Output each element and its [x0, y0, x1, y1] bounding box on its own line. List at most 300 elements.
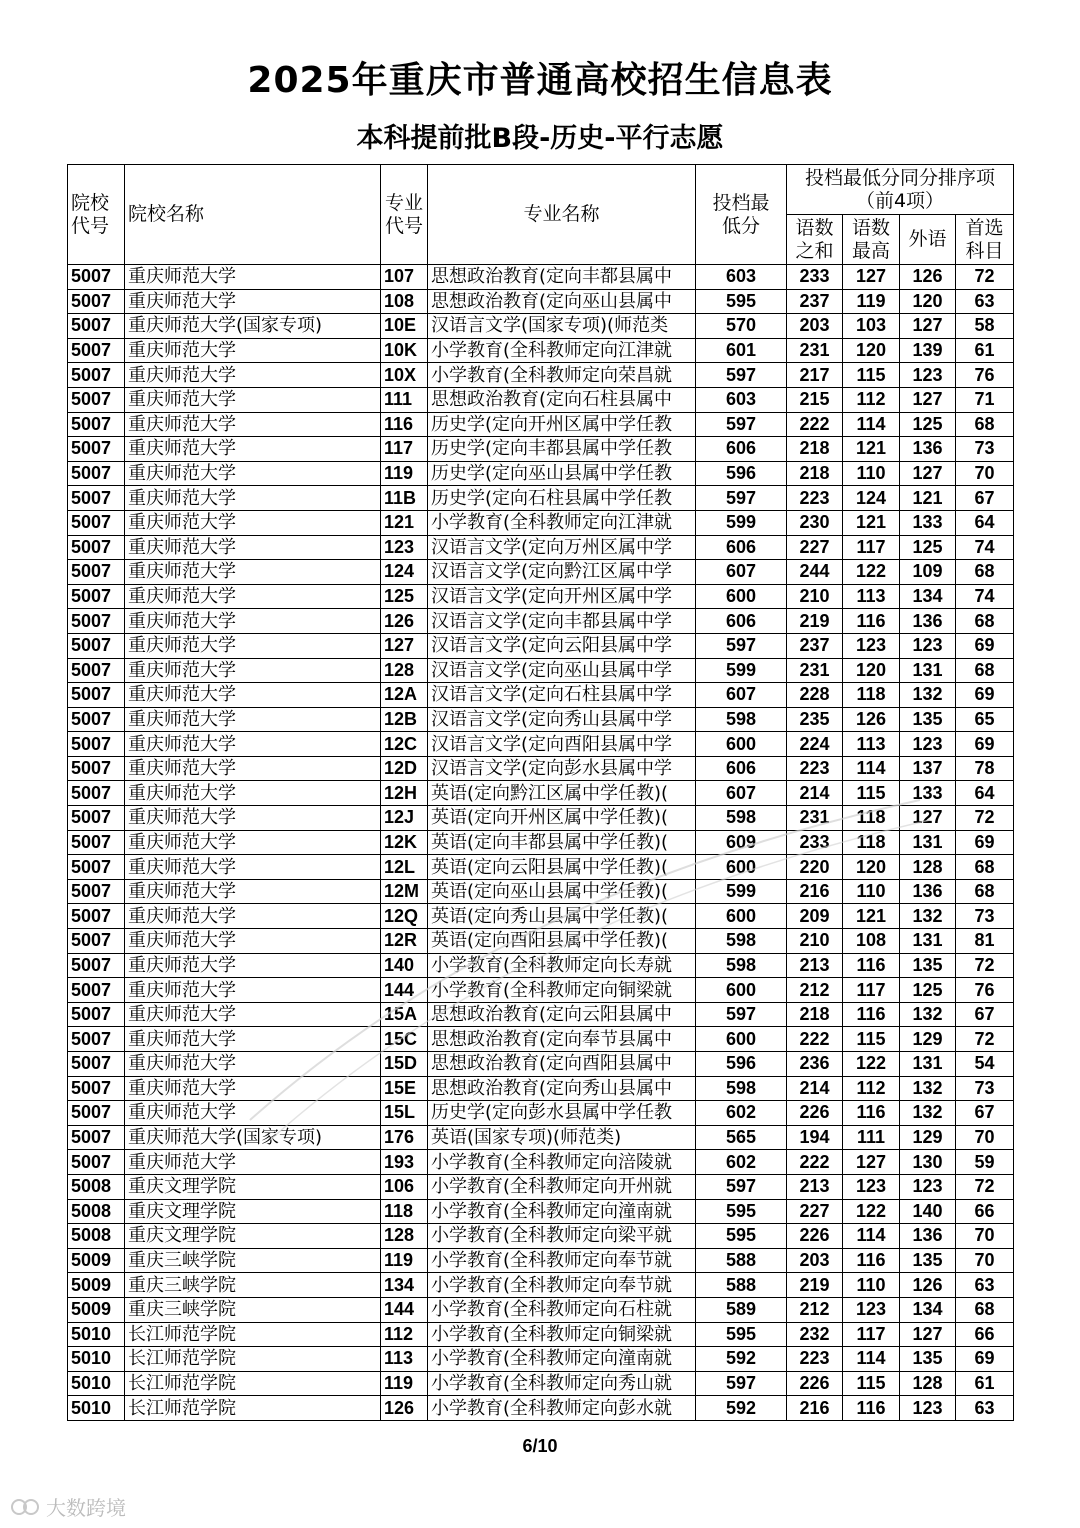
page-number: 6/10 — [522, 1436, 558, 1456]
major-name-cell: 思想政治教育(定向酉阳县属中 — [428, 1052, 696, 1077]
school-name-cell: 重庆师范大学(国家专项) — [125, 314, 381, 339]
min-score-cell: 607 — [696, 560, 787, 585]
table-row — [68, 314, 1014, 339]
table-row — [68, 1052, 1014, 1077]
school-code-cell: 5009 — [68, 1297, 125, 1322]
yushu-sum-cell: 218 — [787, 1002, 843, 1027]
table-row — [68, 978, 1014, 1003]
school-code-cell: 5010 — [68, 1322, 125, 1347]
foreign-cell: 127 — [900, 461, 956, 486]
min-score-cell: 596 — [696, 461, 787, 486]
school-code-cell: 5007 — [68, 781, 125, 806]
foreign-cell: 131 — [900, 1052, 956, 1077]
foreign-cell: 133 — [900, 781, 956, 806]
school-name-cell: 重庆师范大学 — [125, 387, 381, 412]
foreign-cell: 125 — [900, 535, 956, 560]
major-name-cell: 小学教育(全科教师定向奉节就 — [428, 1248, 696, 1273]
min-score-cell: 588 — [696, 1248, 787, 1273]
table-row — [68, 1248, 1014, 1273]
header-yushu-max: 语数最高 — [843, 215, 900, 265]
table-row — [68, 510, 1014, 535]
school-name-cell: 重庆师范大学 — [125, 904, 381, 929]
yushu-sum-cell: 223 — [787, 486, 843, 511]
major-name-cell: 汉语言文学(国家专项)(师范类 — [428, 314, 696, 339]
major-name-cell: 历史学(定向彭水县属中学任教 — [428, 1101, 696, 1126]
yushu-max-cell: 119 — [843, 289, 900, 314]
table-row — [68, 1002, 1014, 1027]
school-name-cell: 重庆师范大学 — [125, 363, 381, 388]
foreign-cell: 140 — [900, 1199, 956, 1224]
min-score-cell: 597 — [696, 412, 787, 437]
major-name-cell: 历史学(定向巫山县属中学任教 — [428, 461, 696, 486]
yushu-sum-cell: 233 — [787, 265, 843, 290]
yushu-sum-cell: 236 — [787, 1052, 843, 1077]
header-foreign-language: 外语 — [900, 215, 956, 265]
major-code-cell: 126 — [381, 1396, 428, 1421]
major-code-cell: 144 — [381, 978, 428, 1003]
major-code-cell: 176 — [381, 1125, 428, 1150]
school-name-cell: 重庆三峡学院 — [125, 1297, 381, 1322]
major-name-cell: 汉语言文学(定向彭水县属中学 — [428, 756, 696, 781]
foreign-cell: 123 — [900, 633, 956, 658]
foreign-cell: 128 — [900, 1371, 956, 1396]
yushu-max-cell: 114 — [843, 1347, 900, 1372]
school-code-cell: 5007 — [68, 1052, 125, 1077]
yushu-max-cell: 126 — [843, 707, 900, 732]
foreign-cell: 131 — [900, 929, 956, 954]
major-code-cell: 119 — [381, 461, 428, 486]
first-subject-cell: 67 — [956, 486, 1014, 511]
school-code-cell: 5007 — [68, 978, 125, 1003]
major-code-cell: 128 — [381, 1224, 428, 1249]
min-score-cell: 602 — [696, 1150, 787, 1175]
table-row — [68, 1199, 1014, 1224]
foreign-cell: 136 — [900, 1224, 956, 1249]
first-subject-cell: 69 — [956, 830, 1014, 855]
yushu-sum-cell: 219 — [787, 609, 843, 634]
yushu-sum-cell: 237 — [787, 633, 843, 658]
foreign-cell: 130 — [900, 1150, 956, 1175]
first-subject-cell: 72 — [956, 1027, 1014, 1052]
school-code-cell: 5007 — [68, 929, 125, 954]
yushu-sum-cell: 212 — [787, 978, 843, 1003]
table-row — [68, 707, 1014, 732]
min-score-cell: 570 — [696, 314, 787, 339]
yushu-max-cell: 116 — [843, 1248, 900, 1273]
yushu-max-cell: 127 — [843, 1150, 900, 1175]
school-name-cell: 重庆师范大学 — [125, 855, 381, 880]
min-score-cell: 607 — [696, 781, 787, 806]
min-score-cell: 598 — [696, 1076, 787, 1101]
table-row — [68, 387, 1014, 412]
school-name-cell: 重庆师范大学 — [125, 879, 381, 904]
yushu-sum-cell: 209 — [787, 904, 843, 929]
foreign-cell: 133 — [900, 510, 956, 535]
yushu-max-cell: 127 — [843, 265, 900, 290]
major-name-cell: 小学教育(全科教师定向江津就 — [428, 510, 696, 535]
first-subject-cell: 68 — [956, 855, 1014, 880]
min-score-cell: 600 — [696, 978, 787, 1003]
major-code-cell: 11B — [381, 486, 428, 511]
min-score-cell: 597 — [696, 363, 787, 388]
first-subject-cell: 67 — [956, 1002, 1014, 1027]
major-name-cell: 思想政治教育(定向石柱县属中 — [428, 387, 696, 412]
yushu-max-cell: 111 — [843, 1125, 900, 1150]
school-code-cell: 5007 — [68, 387, 125, 412]
table-row — [68, 584, 1014, 609]
yushu-max-cell: 114 — [843, 1224, 900, 1249]
school-name-cell: 重庆文理学院 — [125, 1224, 381, 1249]
foreign-cell: 120 — [900, 289, 956, 314]
major-code-cell: 12J — [381, 806, 428, 831]
page-subtitle: 本科提前批B段-历史-平行志愿 — [356, 123, 724, 154]
header-min-score: 投档最低分 — [696, 165, 787, 265]
foreign-cell: 121 — [900, 486, 956, 511]
table-row — [68, 683, 1014, 708]
header-first-subject: 首选科目 — [956, 215, 1014, 265]
school-name-cell: 重庆师范大学 — [125, 412, 381, 437]
yushu-max-cell: 112 — [843, 387, 900, 412]
first-subject-cell: 66 — [956, 1199, 1014, 1224]
first-subject-cell: 59 — [956, 1150, 1014, 1175]
major-code-cell: 125 — [381, 584, 428, 609]
major-code-cell: 113 — [381, 1347, 428, 1372]
foreign-cell: 123 — [900, 1174, 956, 1199]
major-name-cell: 英语(定向酉阳县属中学任教)( — [428, 929, 696, 954]
school-name-cell: 重庆师范大学 — [125, 609, 381, 634]
major-name-cell: 英语(定向丰都县属中学任教)( — [428, 830, 696, 855]
yushu-max-cell: 116 — [843, 609, 900, 634]
yushu-max-cell: 121 — [843, 437, 900, 462]
watermark-label: 大数跨境 — [46, 1496, 126, 1520]
school-code-cell: 5007 — [68, 314, 125, 339]
yushu-max-cell: 113 — [843, 584, 900, 609]
table-row — [68, 658, 1014, 683]
foreign-cell: 123 — [900, 363, 956, 388]
first-subject-cell: 63 — [956, 1396, 1014, 1421]
school-code-cell: 5007 — [68, 1125, 125, 1150]
school-name-cell: 重庆师范大学 — [125, 707, 381, 732]
major-code-cell: 106 — [381, 1174, 428, 1199]
school-code-cell: 5007 — [68, 1027, 125, 1052]
foreign-cell: 139 — [900, 338, 956, 363]
header-major-code: 专业代号 — [381, 165, 428, 265]
school-name-cell: 重庆师范大学 — [125, 338, 381, 363]
table-row — [68, 1125, 1014, 1150]
min-score-cell: 607 — [696, 683, 787, 708]
yushu-max-cell: 121 — [843, 904, 900, 929]
school-name-cell: 重庆师范大学(国家专项) — [125, 1125, 381, 1150]
foreign-cell: 127 — [900, 387, 956, 412]
first-subject-cell: 66 — [956, 1322, 1014, 1347]
yushu-max-cell: 110 — [843, 1273, 900, 1298]
school-code-cell: 5007 — [68, 1101, 125, 1126]
school-name-cell: 重庆师范大学 — [125, 289, 381, 314]
school-name-cell: 重庆文理学院 — [125, 1174, 381, 1199]
school-name-cell: 重庆师范大学 — [125, 1052, 381, 1077]
major-name-cell: 小学教育(全科教师定向涪陵就 — [428, 1150, 696, 1175]
foreign-cell: 136 — [900, 609, 956, 634]
table-row — [68, 1076, 1014, 1101]
yushu-max-cell: 115 — [843, 1371, 900, 1396]
major-name-cell: 小学教育(全科教师定向铜梁就 — [428, 1322, 696, 1347]
school-code-cell: 5007 — [68, 535, 125, 560]
school-code-cell: 5007 — [68, 1002, 125, 1027]
page-title: 2025年重庆市普通高校招生信息表 — [247, 60, 833, 101]
school-name-cell: 重庆师范大学 — [125, 437, 381, 462]
school-name-cell: 重庆三峡学院 — [125, 1273, 381, 1298]
major-name-cell: 汉语言文学(定向云阳县属中学 — [428, 633, 696, 658]
yushu-sum-cell: 218 — [787, 437, 843, 462]
first-subject-cell: 81 — [956, 929, 1014, 954]
major-code-cell: 12Q — [381, 904, 428, 929]
major-name-cell: 小学教育(全科教师定向石柱就 — [428, 1297, 696, 1322]
major-code-cell: 10X — [381, 363, 428, 388]
min-score-cell: 606 — [696, 437, 787, 462]
major-name-cell: 思想政治教育(定向云阳县属中 — [428, 1002, 696, 1027]
major-code-cell: 119 — [381, 1371, 428, 1396]
table-row — [68, 1371, 1014, 1396]
yushu-sum-cell: 212 — [787, 1297, 843, 1322]
table-row — [68, 806, 1014, 831]
school-code-cell: 5007 — [68, 904, 125, 929]
first-subject-cell: 68 — [956, 609, 1014, 634]
table-header — [68, 165, 1014, 265]
watermark — [10, 1492, 126, 1521]
major-code-cell: 15C — [381, 1027, 428, 1052]
school-name-cell: 重庆师范大学 — [125, 1076, 381, 1101]
first-subject-cell: 72 — [956, 806, 1014, 831]
yushu-sum-cell: 218 — [787, 461, 843, 486]
min-score-cell: 592 — [696, 1347, 787, 1372]
yushu-max-cell: 115 — [843, 781, 900, 806]
school-code-cell: 5008 — [68, 1224, 125, 1249]
table-row — [68, 1396, 1014, 1421]
yushu-sum-cell: 235 — [787, 707, 843, 732]
major-code-cell: 123 — [381, 535, 428, 560]
major-name-cell: 小学教育(全科教师定向奉节就 — [428, 1273, 696, 1298]
table-row — [68, 1101, 1014, 1126]
yushu-sum-cell: 227 — [787, 535, 843, 560]
min-score-cell: 601 — [696, 338, 787, 363]
min-score-cell: 565 — [696, 1125, 787, 1150]
table-row — [68, 879, 1014, 904]
table-body — [68, 265, 1014, 1421]
yushu-max-cell: 120 — [843, 338, 900, 363]
major-name-cell: 小学教育(全科教师定向江津就 — [428, 338, 696, 363]
school-code-cell: 5007 — [68, 806, 125, 831]
foreign-cell: 132 — [900, 683, 956, 708]
major-code-cell: 111 — [381, 387, 428, 412]
header-tiebreak-group: 投档最低分同分排序项（前4项） — [787, 165, 1014, 215]
school-code-cell: 5010 — [68, 1371, 125, 1396]
first-subject-cell: 61 — [956, 338, 1014, 363]
first-subject-cell: 73 — [956, 904, 1014, 929]
major-code-cell: 117 — [381, 437, 428, 462]
school-code-cell: 5007 — [68, 756, 125, 781]
min-score-cell: 599 — [696, 658, 787, 683]
min-score-cell: 588 — [696, 1273, 787, 1298]
yushu-max-cell: 116 — [843, 1002, 900, 1027]
yushu-max-cell: 117 — [843, 1322, 900, 1347]
min-score-cell: 597 — [696, 1174, 787, 1199]
major-name-cell: 小学教育(全科教师定向秀山就 — [428, 1371, 696, 1396]
table-row — [68, 1150, 1014, 1175]
yushu-sum-cell: 222 — [787, 1150, 843, 1175]
first-subject-cell: 74 — [956, 535, 1014, 560]
min-score-cell: 603 — [696, 387, 787, 412]
first-subject-cell: 72 — [956, 953, 1014, 978]
foreign-cell: 127 — [900, 806, 956, 831]
major-code-cell: 193 — [381, 1150, 428, 1175]
foreign-cell: 134 — [900, 584, 956, 609]
table-row — [68, 338, 1014, 363]
major-code-cell: 12A — [381, 683, 428, 708]
school-name-cell: 重庆师范大学 — [125, 806, 381, 831]
major-name-cell: 小学教育(全科教师定向长寿就 — [428, 953, 696, 978]
yushu-max-cell: 124 — [843, 486, 900, 511]
yushu-sum-cell: 226 — [787, 1101, 843, 1126]
yushu-max-cell: 117 — [843, 535, 900, 560]
min-score-cell: 597 — [696, 633, 787, 658]
yushu-max-cell: 118 — [843, 683, 900, 708]
min-score-cell: 600 — [696, 584, 787, 609]
major-name-cell: 汉语言文学(定向开州区属中学 — [428, 584, 696, 609]
major-name-cell: 汉语言文学(定向巫山县属中学 — [428, 658, 696, 683]
min-score-cell: 598 — [696, 929, 787, 954]
min-score-cell: 595 — [696, 1224, 787, 1249]
yushu-sum-cell: 232 — [787, 1322, 843, 1347]
header-school-name: 院校名称 — [125, 165, 381, 265]
first-subject-cell: 70 — [956, 1248, 1014, 1273]
foreign-cell: 131 — [900, 830, 956, 855]
major-code-cell: 12L — [381, 855, 428, 880]
header-school-code: 院校代号 — [68, 165, 125, 265]
major-name-cell: 汉语言文学(定向秀山县属中学 — [428, 707, 696, 732]
major-code-cell: 126 — [381, 609, 428, 634]
min-score-cell: 600 — [696, 1027, 787, 1052]
yushu-max-cell: 116 — [843, 1101, 900, 1126]
major-name-cell: 历史学(定向石柱县属中学任教 — [428, 486, 696, 511]
school-code-cell: 5007 — [68, 338, 125, 363]
yushu-max-cell: 117 — [843, 978, 900, 1003]
min-score-cell: 609 — [696, 830, 787, 855]
major-name-cell: 英语(定向黔江区属中学任教)( — [428, 781, 696, 806]
yushu-max-cell: 115 — [843, 1027, 900, 1052]
header-major-name: 专业名称 — [428, 165, 696, 265]
table-row — [68, 953, 1014, 978]
school-name-cell: 重庆师范大学 — [125, 658, 381, 683]
first-subject-cell: 69 — [956, 1347, 1014, 1372]
table-row — [68, 265, 1014, 290]
yushu-sum-cell: 217 — [787, 363, 843, 388]
foreign-cell: 136 — [900, 437, 956, 462]
min-score-cell: 598 — [696, 953, 787, 978]
min-score-cell: 600 — [696, 904, 787, 929]
first-subject-cell: 69 — [956, 683, 1014, 708]
school-code-cell: 5009 — [68, 1273, 125, 1298]
school-code-cell: 5007 — [68, 855, 125, 880]
yushu-sum-cell: 213 — [787, 1174, 843, 1199]
major-code-cell: 12D — [381, 756, 428, 781]
min-score-cell: 589 — [696, 1297, 787, 1322]
school-name-cell: 重庆师范大学 — [125, 1002, 381, 1027]
first-subject-cell: 73 — [956, 437, 1014, 462]
table-row — [68, 1174, 1014, 1199]
first-subject-cell: 70 — [956, 1224, 1014, 1249]
table-row — [68, 633, 1014, 658]
first-subject-cell: 70 — [956, 1125, 1014, 1150]
yushu-sum-cell: 222 — [787, 412, 843, 437]
foreign-cell: 132 — [900, 904, 956, 929]
major-name-cell: 小学教育(全科教师定向彭水就 — [428, 1396, 696, 1421]
major-name-cell: 历史学(定向丰都县属中学任教 — [428, 437, 696, 462]
foreign-cell: 125 — [900, 412, 956, 437]
school-name-cell: 重庆师范大学 — [125, 265, 381, 290]
school-code-cell: 5007 — [68, 510, 125, 535]
school-name-cell: 重庆师范大学 — [125, 633, 381, 658]
major-name-cell: 英语(定向巫山县属中学任教)( — [428, 879, 696, 904]
school-code-cell: 5007 — [68, 363, 125, 388]
yushu-sum-cell: 216 — [787, 1396, 843, 1421]
school-code-cell: 5007 — [68, 953, 125, 978]
foreign-cell: 135 — [900, 1347, 956, 1372]
yushu-sum-cell: 226 — [787, 1224, 843, 1249]
header-yushu-sum: 语数之和 — [787, 215, 843, 265]
foreign-cell: 129 — [900, 1027, 956, 1052]
table-row — [68, 830, 1014, 855]
school-name-cell: 重庆师范大学 — [125, 560, 381, 585]
yushu-sum-cell: 233 — [787, 830, 843, 855]
min-score-cell: 597 — [696, 1002, 787, 1027]
school-code-cell: 5008 — [68, 1174, 125, 1199]
school-name-cell: 重庆师范大学 — [125, 781, 381, 806]
major-code-cell: 12C — [381, 732, 428, 757]
yushu-max-cell: 122 — [843, 560, 900, 585]
school-name-cell: 重庆文理学院 — [125, 1199, 381, 1224]
major-code-cell: 116 — [381, 412, 428, 437]
first-subject-cell: 68 — [956, 658, 1014, 683]
major-code-cell: 121 — [381, 510, 428, 535]
table-row — [68, 609, 1014, 634]
first-subject-cell: 76 — [956, 978, 1014, 1003]
foreign-cell: 134 — [900, 1297, 956, 1322]
major-code-cell: 108 — [381, 289, 428, 314]
major-name-cell: 历史学(定向开州区属中学任教 — [428, 412, 696, 437]
yushu-sum-cell: 203 — [787, 314, 843, 339]
table-row — [68, 1273, 1014, 1298]
foreign-cell: 127 — [900, 1322, 956, 1347]
major-name-cell: 思想政治教育(定向奉节县属中 — [428, 1027, 696, 1052]
min-score-cell: 597 — [696, 486, 787, 511]
school-code-cell: 5007 — [68, 609, 125, 634]
school-code-cell: 5007 — [68, 437, 125, 462]
foreign-cell: 109 — [900, 560, 956, 585]
min-score-cell: 600 — [696, 732, 787, 757]
school-code-cell: 5007 — [68, 830, 125, 855]
foreign-cell: 128 — [900, 855, 956, 880]
min-score-cell: 596 — [696, 1052, 787, 1077]
yushu-max-cell: 123 — [843, 633, 900, 658]
foreign-cell: 137 — [900, 756, 956, 781]
yushu-sum-cell: 216 — [787, 879, 843, 904]
yushu-max-cell: 110 — [843, 879, 900, 904]
min-score-cell: 600 — [696, 855, 787, 880]
school-name-cell: 重庆师范大学 — [125, 830, 381, 855]
school-code-cell: 5007 — [68, 879, 125, 904]
major-code-cell: 134 — [381, 1273, 428, 1298]
major-code-cell: 124 — [381, 560, 428, 585]
